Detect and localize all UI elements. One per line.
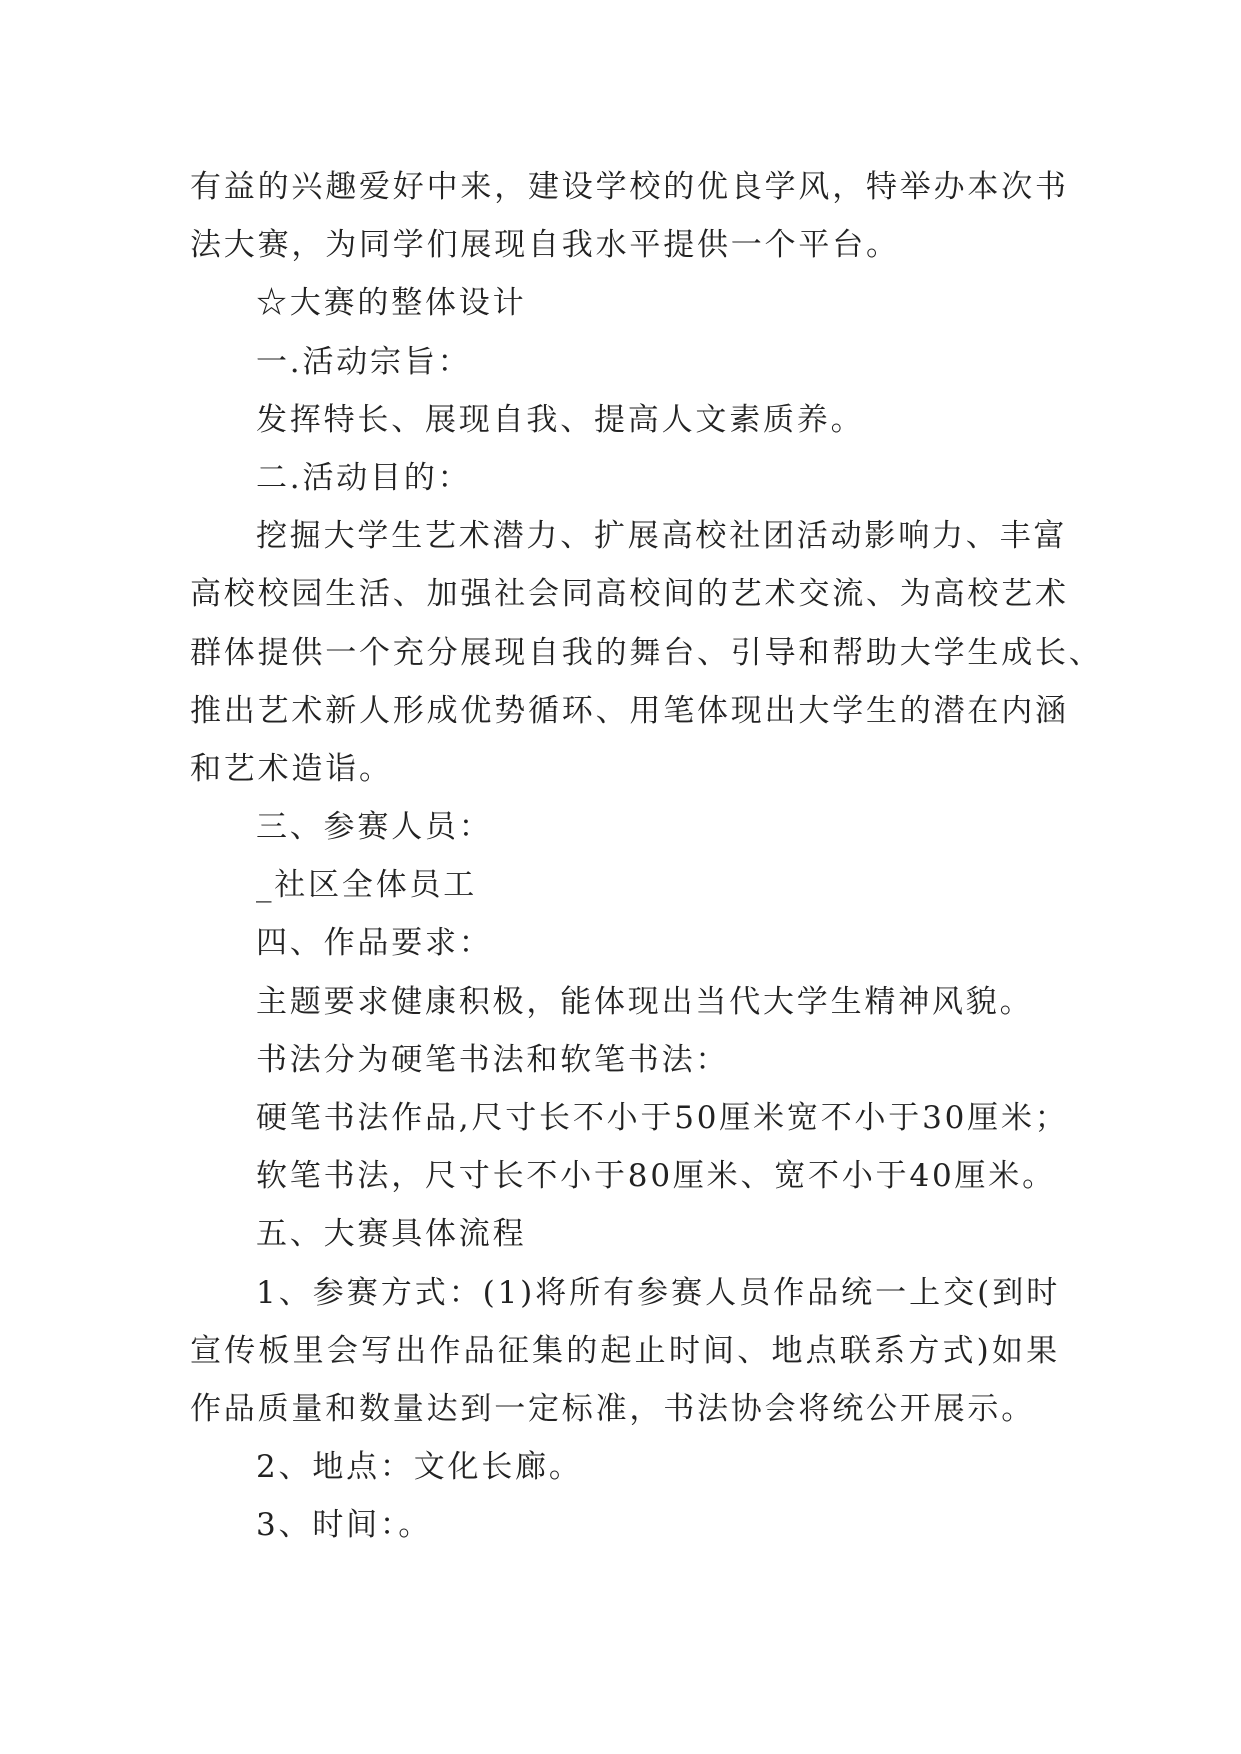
- paragraph-line: 书法分为硬笔书法和软笔书法：: [256, 1041, 730, 1078]
- document-body: [190, 158, 1103, 1555]
- paragraph-line: 1、参赛方式：(1)将所有参赛人员作品统一上交(到时: [256, 1274, 1060, 1311]
- paragraph-line: 发挥特长、展现自我、提高人文素质养。: [256, 401, 865, 438]
- paragraph-line: 宣传板里会写出作品征集的起止时间、地点联系方式)如果: [190, 1332, 1060, 1369]
- section-heading: 二.活动目的：: [256, 459, 472, 496]
- paragraph-line: 和艺术造诣。: [190, 750, 393, 787]
- paragraph-line: 高校校园生活、加强社会同高校间的艺术交流、为高校艺术: [190, 576, 1069, 613]
- section-heading: 五、大赛具体流程: [256, 1216, 527, 1253]
- paragraph-line: 推出艺术新人形成优势循环、用笔体现出大学生的潜在内涵: [190, 692, 1069, 729]
- paragraph-line: 作品质量和数量达到一定标准，书法协会将统公开展示。: [190, 1390, 1035, 1427]
- paragraph-line: 硬笔书法作品,尺寸长不小于50厘米宽不小于30厘米；: [256, 1100, 1069, 1136]
- paragraph-line: 主题要求健康积极，能体现出当代大学生精神风貌。: [256, 983, 1034, 1020]
- paragraph-line: 软笔书法，尺寸长不小于80厘米、宽不小于40厘米。: [256, 1158, 1056, 1195]
- paragraph-line: 挖掘大学生艺术潜力、扩展高校社团活动影响力、丰富: [256, 518, 1068, 555]
- paragraph-line: 2、地点：文化长廊。: [256, 1449, 583, 1486]
- section-heading: 一.活动宗旨：: [256, 343, 472, 380]
- section-heading: ☆大赛的整体设计: [256, 285, 527, 322]
- paragraph-line: 法大赛，为同学们展现自我水平提供一个平台。: [190, 227, 900, 264]
- paragraph-line: 有益的兴趣爱好中来，建设学校的优良学风，特举办本次书: [190, 169, 1069, 205]
- paragraph-line: 3、时间：。: [256, 1507, 433, 1544]
- paragraph-line: 群体提供一个充分展现自我的舞台、引导和帮助大学生成长、: [190, 634, 1103, 671]
- paragraph-line: _社区全体员工: [256, 867, 478, 904]
- section-heading: 四、作品要求：: [256, 925, 493, 962]
- section-heading: 三、参赛人员：: [256, 809, 493, 846]
